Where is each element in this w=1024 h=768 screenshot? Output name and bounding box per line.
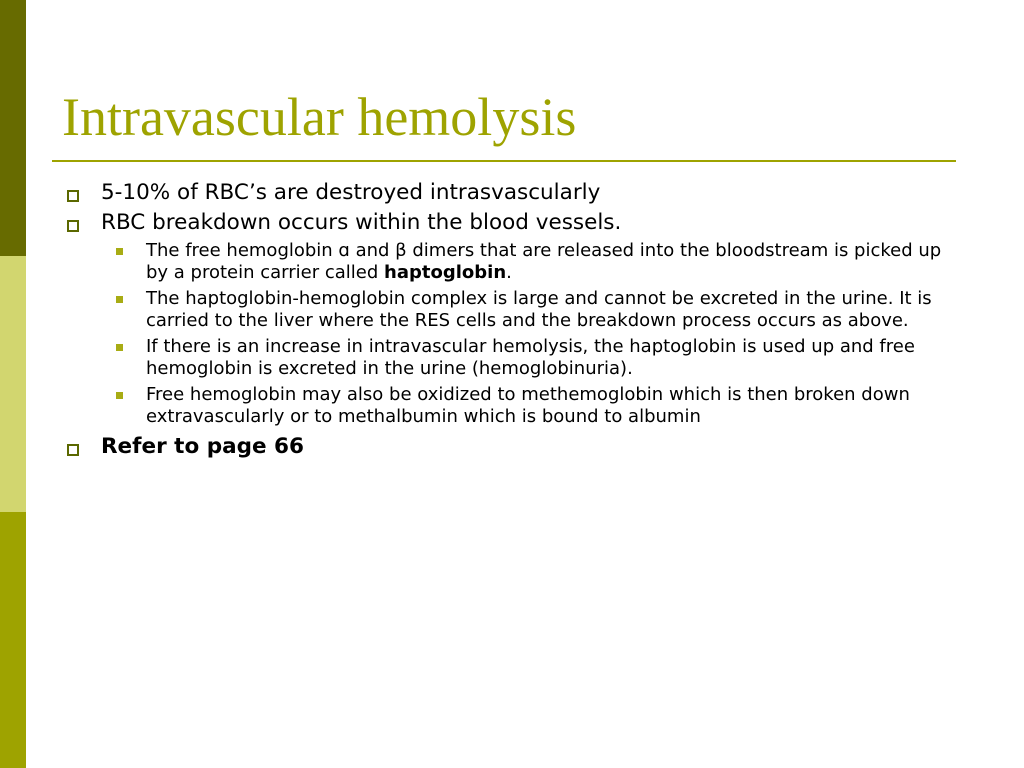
filled-square-bullet-icon: [116, 344, 123, 351]
sub-bullet-text: If there is an increase in intravascular hemolysis, the haptoglobin is used up and free hemoglobin is excreted in the urine (hemoglobinuria).: [146, 336, 915, 379]
sub-bullet-methemoglobin: [64, 384, 964, 428]
bullet-text: Refer to page 66: [101, 434, 304, 459]
sub-bullet-text: The haptoglobin-hemoglobin complex is large and cannot be excreted in the urine. It is carried to the liver where the RES cells and the breakdown process occurs as above.: [146, 288, 932, 331]
bullet-rbc-destroyed: [64, 178, 964, 208]
sub-bullet-complex: [64, 288, 964, 332]
side-bar-bottom-segment: [0, 512, 26, 768]
side-bar-middle-segment: [0, 256, 26, 512]
filled-square-bullet-icon: [116, 248, 123, 255]
sub-bullet-text: Free hemoglobin may also be oxidized to methemoglobin which is then broken down extravascularly or to methalbumin which is bound to albumin: [146, 384, 910, 427]
haptoglobin-term: haptoglobin: [384, 262, 507, 283]
title-underline: [52, 160, 956, 162]
bullet-text: RBC breakdown occurs within the blood vessels.: [101, 210, 622, 235]
sub-bullet-hemoglobinuria: [64, 336, 964, 380]
side-bar-top-segment: [0, 0, 26, 256]
sub-bullet-list: [64, 240, 964, 428]
sub-bullet-text: The free hemoglobin ɑ and β dimers that are released into the bloodstream is picked up by a protein carrier called: [146, 240, 942, 283]
slide-title: Intravascular hemolysis: [62, 87, 577, 147]
hollow-square-bullet-icon: [67, 190, 79, 202]
bullet-text: 5-10% of RBC’s are destroyed intrasvascularly: [101, 180, 601, 205]
sub-bullet-haptoglobin: [64, 240, 964, 284]
bullet-refer-page: [64, 432, 964, 462]
filled-square-bullet-icon: [116, 296, 123, 303]
filled-square-bullet-icon: [116, 392, 123, 399]
hollow-square-bullet-icon: [67, 220, 79, 232]
sub-bullet-suffix: .: [506, 262, 512, 283]
bullet-rbc-breakdown: [64, 208, 964, 238]
slide-content: [64, 178, 964, 462]
hollow-square-bullet-icon: [67, 444, 79, 456]
side-accent-bar: [0, 0, 26, 768]
